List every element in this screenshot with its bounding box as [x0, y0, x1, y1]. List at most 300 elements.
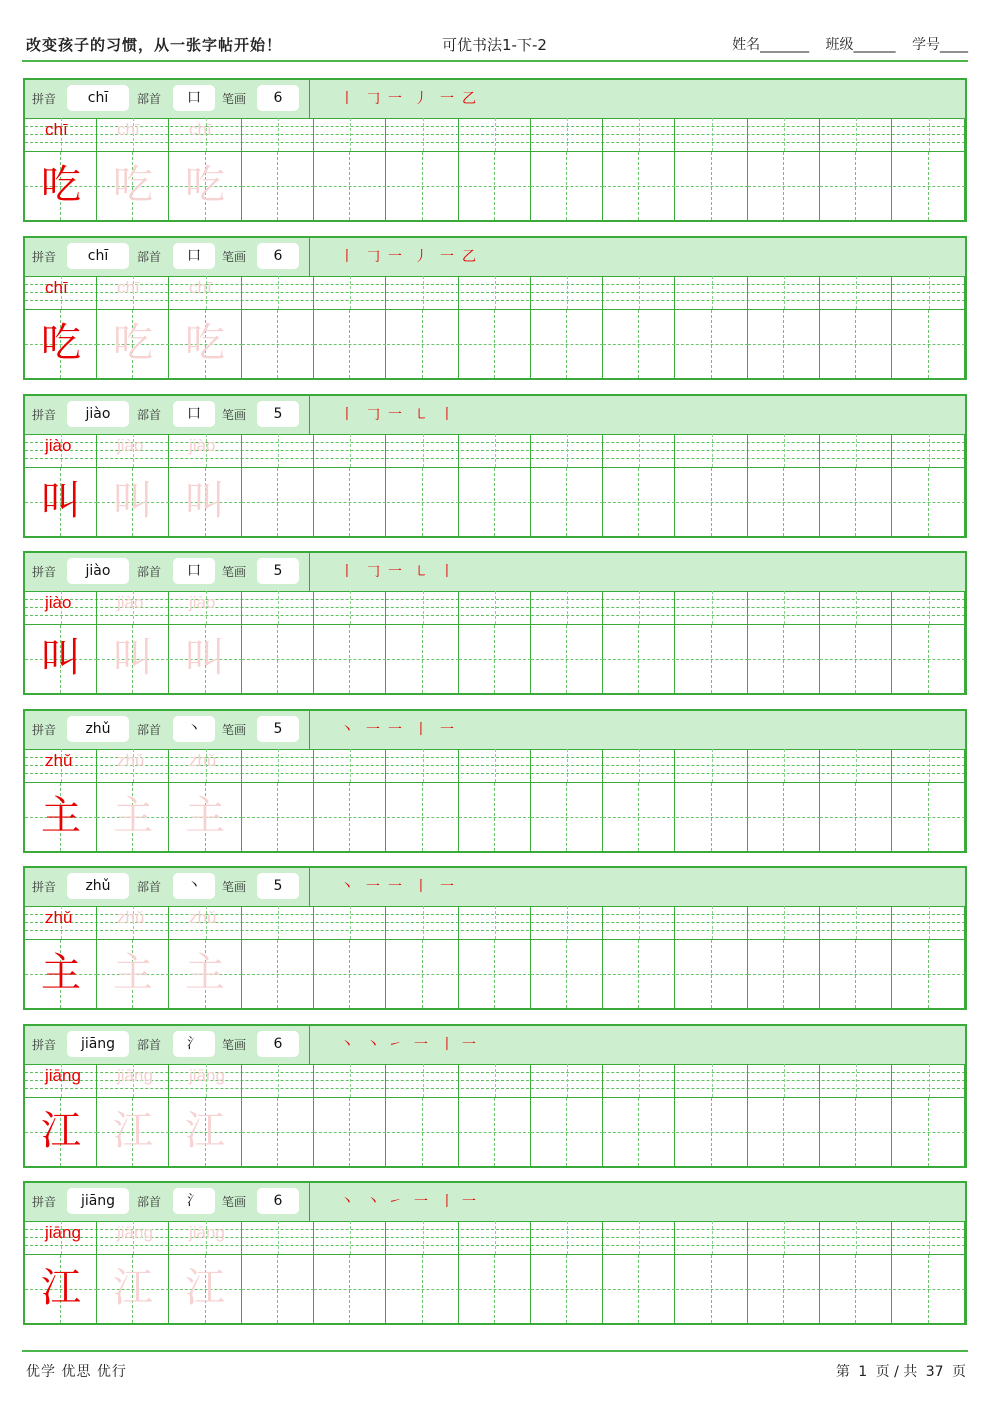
writing-row: [25, 152, 965, 220]
pinyin-cell[interactable]: [531, 749, 603, 782]
pinyin-cell[interactable]: [242, 1064, 314, 1097]
pinyin-cell[interactable]: [676, 276, 748, 309]
pinyin-value: chī: [67, 243, 129, 269]
pinyin-cell[interactable]: [387, 434, 459, 467]
writing-cell[interactable]: [242, 1255, 314, 1323]
stroke-step: 𠃌: [366, 407, 380, 423]
writing-cell[interactable]: [603, 1098, 675, 1166]
pinyin-cell[interactable]: [242, 749, 314, 782]
writing-cell[interactable]: [748, 468, 820, 536]
stroke-count-label: 笔画: [222, 1195, 247, 1209]
pinyin-cell[interactable]: [893, 1221, 965, 1254]
stroke-step: ㇄: [414, 407, 428, 423]
writing-cell[interactable]: [387, 1255, 459, 1323]
name-field[interactable]: 姓名_______: [732, 37, 810, 53]
stroke-order: [309, 80, 966, 118]
pinyin-cell[interactable]: [603, 434, 675, 467]
stroke-step: 丨: [414, 722, 428, 738]
stroke-count-value: 6: [257, 1188, 299, 1214]
writing-cell[interactable]: [893, 468, 965, 536]
page-current: 1: [858, 1364, 868, 1380]
writing-cell[interactable]: [242, 625, 314, 693]
trace-character: 江: [113, 1265, 153, 1311]
writing-cell[interactable]: [748, 1098, 820, 1166]
writing-cell[interactable]: [676, 783, 748, 851]
character-section: [23, 236, 967, 380]
writing-cell[interactable]: [748, 783, 820, 851]
writing-cell[interactable]: [676, 152, 748, 220]
pinyin-cell[interactable]: [242, 434, 314, 467]
pinyin-label: 拼音: [32, 1038, 57, 1052]
stroke-count-label: 笔画: [222, 723, 247, 737]
writing-cell[interactable]: [603, 468, 675, 536]
pinyin-cell[interactable]: [459, 906, 531, 939]
trace-character: 江: [185, 1265, 225, 1311]
writing-cell[interactable]: [676, 310, 748, 378]
pinyin-cell[interactable]: [387, 118, 459, 151]
pinyin-cell[interactable]: [314, 1221, 386, 1254]
pinyin-cell[interactable]: [893, 591, 965, 624]
pinyin-cell[interactable]: [748, 1221, 820, 1254]
writing-cell[interactable]: [893, 152, 965, 220]
pinyin-cell[interactable]: [531, 118, 603, 151]
trace-character: 江: [185, 1108, 225, 1154]
writing-cell[interactable]: [820, 940, 892, 1008]
stroke-step: 丨: [440, 1194, 454, 1210]
pinyin-cell[interactable]: [893, 906, 965, 939]
writing-cell[interactable]: [459, 783, 531, 851]
pinyin-cell[interactable]: [893, 118, 965, 151]
writing-cell[interactable]: [531, 1098, 603, 1166]
character-section: [23, 551, 967, 695]
radical-value: 口: [173, 85, 215, 111]
student-id-field[interactable]: 学号____: [912, 37, 968, 53]
writing-cell[interactable]: [387, 468, 459, 536]
writing-cell[interactable]: [314, 310, 386, 378]
pinyin-cell[interactable]: [387, 1221, 459, 1254]
pinyin-cell[interactable]: [603, 1221, 675, 1254]
radical-value: 口: [173, 243, 215, 269]
character-section: [23, 1181, 967, 1325]
pinyin-trace: zhǔ: [189, 751, 217, 770]
pinyin-cell[interactable]: [459, 118, 531, 151]
pinyin-cell[interactable]: [387, 1064, 459, 1097]
pinyin-cell[interactable]: [676, 591, 748, 624]
pinyin-cell[interactable]: [459, 591, 531, 624]
writing-cell[interactable]: [314, 1098, 386, 1166]
writing-cell[interactable]: [893, 940, 965, 1008]
stroke-step: ㇄: [414, 564, 428, 580]
stroke-count-label: 笔画: [222, 880, 247, 894]
stroke-step: 一: [414, 1037, 428, 1053]
writing-cell[interactable]: [531, 940, 603, 1008]
stroke-step: 𠃌: [366, 249, 380, 265]
pinyin-cell[interactable]: [893, 1064, 965, 1097]
trace-character: 叫: [113, 478, 153, 524]
character-section: [23, 709, 967, 853]
stroke-step: 乙: [462, 249, 476, 265]
stroke-step: 丿: [414, 249, 428, 265]
pinyin-trace: chī: [117, 278, 140, 297]
stroke-step: 丶: [366, 1194, 380, 1210]
writing-cell[interactable]: [531, 625, 603, 693]
pinyin-cell[interactable]: [242, 591, 314, 624]
writing-row: [25, 1255, 965, 1323]
pinyin-trace: chī: [117, 120, 140, 139]
pinyin-trace: jiào: [117, 593, 144, 612]
writing-cell[interactable]: [603, 152, 675, 220]
character-info-bar: [25, 1026, 965, 1065]
pinyin-trace: jiāng: [189, 1223, 225, 1242]
writing-cell[interactable]: [820, 1098, 892, 1166]
pinyin-cell[interactable]: [676, 1064, 748, 1097]
radical-label: 部首: [137, 880, 162, 894]
radical-label: 部首: [137, 565, 162, 579]
pinyin-cell[interactable]: [820, 591, 892, 624]
page-header: [24, 30, 968, 60]
pinyin-cell[interactable]: [314, 118, 386, 151]
stroke-count-label: 笔画: [222, 92, 247, 106]
worksheet-title: 可优书法1-下-2: [442, 36, 547, 54]
pinyin-row: [25, 1221, 965, 1255]
writing-cell[interactable]: [387, 152, 459, 220]
writing-cell[interactable]: [820, 152, 892, 220]
pinyin-cell[interactable]: [314, 1064, 386, 1097]
stroke-step: 丨: [340, 407, 354, 423]
character-info-bar: [25, 238, 965, 277]
writing-cell[interactable]: [748, 940, 820, 1008]
writing-cell[interactable]: [676, 468, 748, 536]
pinyin-cell[interactable]: [676, 118, 748, 151]
pinyin-trace: jiāng: [117, 1223, 153, 1242]
pinyin-cell[interactable]: [314, 276, 386, 309]
writing-cell[interactable]: [242, 468, 314, 536]
pinyin-cell[interactable]: [748, 591, 820, 624]
model-character: 主: [41, 793, 81, 839]
character-info-bar: [25, 711, 965, 750]
pinyin-cell[interactable]: [893, 276, 965, 309]
footer-divider: [22, 1350, 968, 1352]
writing-cell[interactable]: [603, 310, 675, 378]
pinyin-cell[interactable]: [531, 434, 603, 467]
writing-cell[interactable]: [893, 310, 965, 378]
stroke-step: 一: [440, 722, 454, 738]
pinyin-value: jiāng: [67, 1031, 129, 1057]
pinyin-cell[interactable]: [676, 749, 748, 782]
writing-cell[interactable]: [748, 152, 820, 220]
model-character: 江: [41, 1108, 81, 1154]
pinyin-cell[interactable]: [603, 906, 675, 939]
pinyin-cell[interactable]: [820, 906, 892, 939]
radical-value: 丶: [173, 716, 215, 742]
pinyin-cell[interactable]: [387, 276, 459, 309]
pinyin-cell[interactable]: [531, 906, 603, 939]
writing-row: [25, 940, 965, 1008]
pinyin-cell[interactable]: [748, 276, 820, 309]
trace-character: 主: [185, 793, 225, 839]
pinyin-cell[interactable]: [676, 1221, 748, 1254]
stroke-step: 丨: [440, 564, 454, 580]
page-total: 37: [925, 1364, 944, 1380]
writing-cell[interactable]: [314, 468, 386, 536]
radical-label: 部首: [137, 250, 162, 264]
stroke-step: 丨: [440, 407, 454, 423]
writing-cell[interactable]: [676, 940, 748, 1008]
stroke-step: 丨: [340, 249, 354, 265]
pinyin-cell[interactable]: [603, 118, 675, 151]
pinyin-cell[interactable]: [820, 1064, 892, 1097]
writing-cell[interactable]: [459, 625, 531, 693]
pinyin-cell[interactable]: [603, 749, 675, 782]
writing-cell[interactable]: [531, 468, 603, 536]
pinyin-cell[interactable]: [531, 591, 603, 624]
pinyin-row: [25, 749, 965, 783]
pinyin-trace: jiāng: [117, 1066, 153, 1085]
radical-label: 部首: [137, 92, 162, 106]
pinyin-cell[interactable]: [459, 1221, 531, 1254]
writing-row: [25, 1098, 965, 1166]
writing-cell[interactable]: [603, 625, 675, 693]
writing-cell[interactable]: [314, 1255, 386, 1323]
stroke-step: 丨: [340, 564, 354, 580]
pinyin-value: jiào: [67, 558, 129, 584]
writing-cell[interactable]: [820, 783, 892, 851]
page-mid: 页 / 共: [875, 1364, 918, 1380]
stroke-step: 一: [388, 564, 402, 580]
pinyin-cell[interactable]: [748, 1064, 820, 1097]
pinyin-cell[interactable]: [820, 1221, 892, 1254]
pinyin-cell[interactable]: [459, 276, 531, 309]
stroke-order: [309, 1026, 966, 1064]
writing-cell[interactable]: [893, 1255, 965, 1323]
stroke-step: 一: [388, 249, 402, 265]
writing-cell[interactable]: [242, 940, 314, 1008]
pinyin-cell[interactable]: [387, 591, 459, 624]
pinyin-model: jiào: [45, 593, 72, 612]
pinyin-trace: zhǔ: [189, 908, 217, 927]
radical-label: 部首: [137, 1195, 162, 1209]
pinyin-cell[interactable]: [748, 434, 820, 467]
writing-cell[interactable]: [820, 468, 892, 536]
character-info-bar: [25, 553, 965, 592]
pinyin-cell[interactable]: [748, 906, 820, 939]
pinyin-cell[interactable]: [893, 749, 965, 782]
model-character: 主: [41, 950, 81, 996]
pinyin-cell[interactable]: [459, 434, 531, 467]
page-counter: [836, 1361, 966, 1381]
stroke-step: 一: [366, 879, 380, 895]
writing-cell[interactable]: [820, 310, 892, 378]
pinyin-cell[interactable]: [531, 1221, 603, 1254]
stroke-step: 丨: [340, 91, 354, 107]
pinyin-cell[interactable]: [242, 1221, 314, 1254]
character-info-bar: [25, 396, 965, 435]
writing-cell[interactable]: [893, 625, 965, 693]
pinyin-trace: jiào: [117, 436, 144, 455]
writing-cell[interactable]: [314, 783, 386, 851]
model-character: 江: [41, 1265, 81, 1311]
writing-cell[interactable]: [676, 1255, 748, 1323]
writing-cell[interactable]: [748, 310, 820, 378]
writing-cell[interactable]: [531, 310, 603, 378]
writing-cell[interactable]: [893, 783, 965, 851]
pinyin-cell[interactable]: [748, 118, 820, 151]
writing-cell[interactable]: [459, 310, 531, 378]
pinyin-cell[interactable]: [387, 906, 459, 939]
pinyin-cell[interactable]: [314, 434, 386, 467]
stroke-count-value: 6: [257, 85, 299, 111]
pinyin-trace: chī: [189, 120, 212, 139]
trace-character: 吃: [185, 320, 225, 366]
stroke-step: 一: [366, 722, 380, 738]
pinyin-trace: jiāng: [189, 1066, 225, 1085]
character-info-bar: [25, 1183, 965, 1222]
pinyin-cell[interactable]: [820, 118, 892, 151]
writing-cell[interactable]: [748, 1255, 820, 1323]
stroke-order: [309, 1183, 966, 1221]
trace-character: 吃: [185, 162, 225, 208]
writing-cell[interactable]: [531, 152, 603, 220]
writing-cell[interactable]: [459, 468, 531, 536]
pinyin-cell[interactable]: [676, 906, 748, 939]
stroke-order: [309, 396, 966, 434]
character-section: [23, 1024, 967, 1168]
pinyin-cell[interactable]: [531, 276, 603, 309]
writing-cell[interactable]: [893, 1098, 965, 1166]
writing-cell[interactable]: [314, 152, 386, 220]
writing-row: [25, 310, 965, 378]
pinyin-model: jiào: [45, 436, 72, 455]
writing-cell[interactable]: [387, 310, 459, 378]
model-character: 叫: [41, 635, 81, 681]
stroke-step: 丶: [340, 1194, 354, 1210]
stroke-step: 一: [462, 1037, 476, 1053]
writing-cell[interactable]: [603, 940, 675, 1008]
writing-cell[interactable]: [242, 1098, 314, 1166]
pinyin-row: [25, 906, 965, 940]
writing-cell[interactable]: [459, 1255, 531, 1323]
pinyin-cell[interactable]: [603, 591, 675, 624]
radical-value: 丶: [173, 873, 215, 899]
writing-row: [25, 625, 965, 693]
radical-value: 氵: [173, 1031, 215, 1057]
class-field[interactable]: 班级______: [825, 37, 896, 53]
pinyin-cell[interactable]: [242, 118, 314, 151]
writing-cell[interactable]: [459, 1098, 531, 1166]
writing-cell[interactable]: [387, 625, 459, 693]
student-fields: [720, 34, 968, 54]
stroke-step: 丶: [340, 1037, 354, 1053]
writing-cell[interactable]: [459, 152, 531, 220]
pinyin-cell[interactable]: [603, 276, 675, 309]
pinyin-label: 拼音: [32, 565, 57, 579]
pinyin-cell[interactable]: [459, 1064, 531, 1097]
writing-cell[interactable]: [603, 1255, 675, 1323]
stroke-step: 一: [388, 722, 402, 738]
stroke-step: ㇀: [388, 1037, 402, 1053]
pinyin-cell[interactable]: [242, 906, 314, 939]
stroke-count-value: 5: [257, 558, 299, 584]
writing-cell[interactable]: [242, 783, 314, 851]
writing-cell[interactable]: [676, 1098, 748, 1166]
pinyin-cell[interactable]: [676, 434, 748, 467]
pinyin-cell[interactable]: [314, 591, 386, 624]
trace-character: 主: [113, 950, 153, 996]
pinyin-cell[interactable]: [603, 1064, 675, 1097]
writing-row: [25, 468, 965, 536]
pinyin-value: jiāng: [67, 1188, 129, 1214]
stroke-step: 一: [462, 1194, 476, 1210]
writing-cell[interactable]: [603, 783, 675, 851]
writing-cell[interactable]: [242, 152, 314, 220]
pinyin-trace: chī: [189, 278, 212, 297]
writing-cell[interactable]: [748, 625, 820, 693]
pinyin-trace: jiào: [189, 436, 216, 455]
pinyin-cell[interactable]: [893, 434, 965, 467]
stroke-step: 丶: [340, 722, 354, 738]
footer-motto: 优学 优思 优行: [26, 1364, 127, 1380]
writing-cell[interactable]: [387, 940, 459, 1008]
character-section: [23, 78, 967, 222]
trace-character: 江: [113, 1108, 153, 1154]
writing-row: [25, 783, 965, 851]
writing-cell[interactable]: [531, 1255, 603, 1323]
pinyin-cell[interactable]: [387, 749, 459, 782]
writing-cell[interactable]: [676, 625, 748, 693]
writing-cell[interactable]: [459, 940, 531, 1008]
character-info-bar: [25, 868, 965, 907]
pinyin-value: jiào: [67, 401, 129, 427]
stroke-count-value: 6: [257, 243, 299, 269]
stroke-step: ㇀: [388, 1194, 402, 1210]
pinyin-cell[interactable]: [459, 749, 531, 782]
stroke-count-value: 5: [257, 873, 299, 899]
pinyin-cell[interactable]: [748, 749, 820, 782]
stroke-count-label: 笔画: [222, 250, 247, 264]
stroke-step: 丿: [414, 91, 428, 107]
writing-cell[interactable]: [387, 783, 459, 851]
pinyin-model: zhǔ: [45, 751, 73, 770]
stroke-step: 一: [388, 407, 402, 423]
model-character: 叫: [41, 478, 81, 524]
writing-cell[interactable]: [531, 783, 603, 851]
pinyin-cell[interactable]: [531, 1064, 603, 1097]
pinyin-row: [25, 1064, 965, 1098]
writing-cell[interactable]: [820, 1255, 892, 1323]
writing-cell[interactable]: [820, 625, 892, 693]
radical-value: 口: [173, 401, 215, 427]
slogan: 改变孩子的习惯，从一张字帖开始！: [26, 36, 283, 54]
writing-cell[interactable]: [242, 310, 314, 378]
stroke-step: 丶: [366, 1037, 380, 1053]
writing-cell[interactable]: [387, 1098, 459, 1166]
radical-label: 部首: [137, 408, 162, 422]
pinyin-cell[interactable]: [314, 906, 386, 939]
pinyin-cell[interactable]: [820, 276, 892, 309]
pinyin-cell[interactable]: [820, 749, 892, 782]
radical-value: 氵: [173, 1188, 215, 1214]
writing-cell[interactable]: [314, 940, 386, 1008]
character-section: [23, 866, 967, 1010]
model-character: 吃: [41, 320, 81, 366]
stroke-step: 丨: [440, 1037, 454, 1053]
pinyin-cell[interactable]: [820, 434, 892, 467]
pinyin-cell[interactable]: [314, 749, 386, 782]
pinyin-cell[interactable]: [242, 276, 314, 309]
stroke-count-label: 笔画: [222, 408, 247, 422]
pinyin-model: chī: [45, 120, 68, 139]
writing-cell[interactable]: [314, 625, 386, 693]
